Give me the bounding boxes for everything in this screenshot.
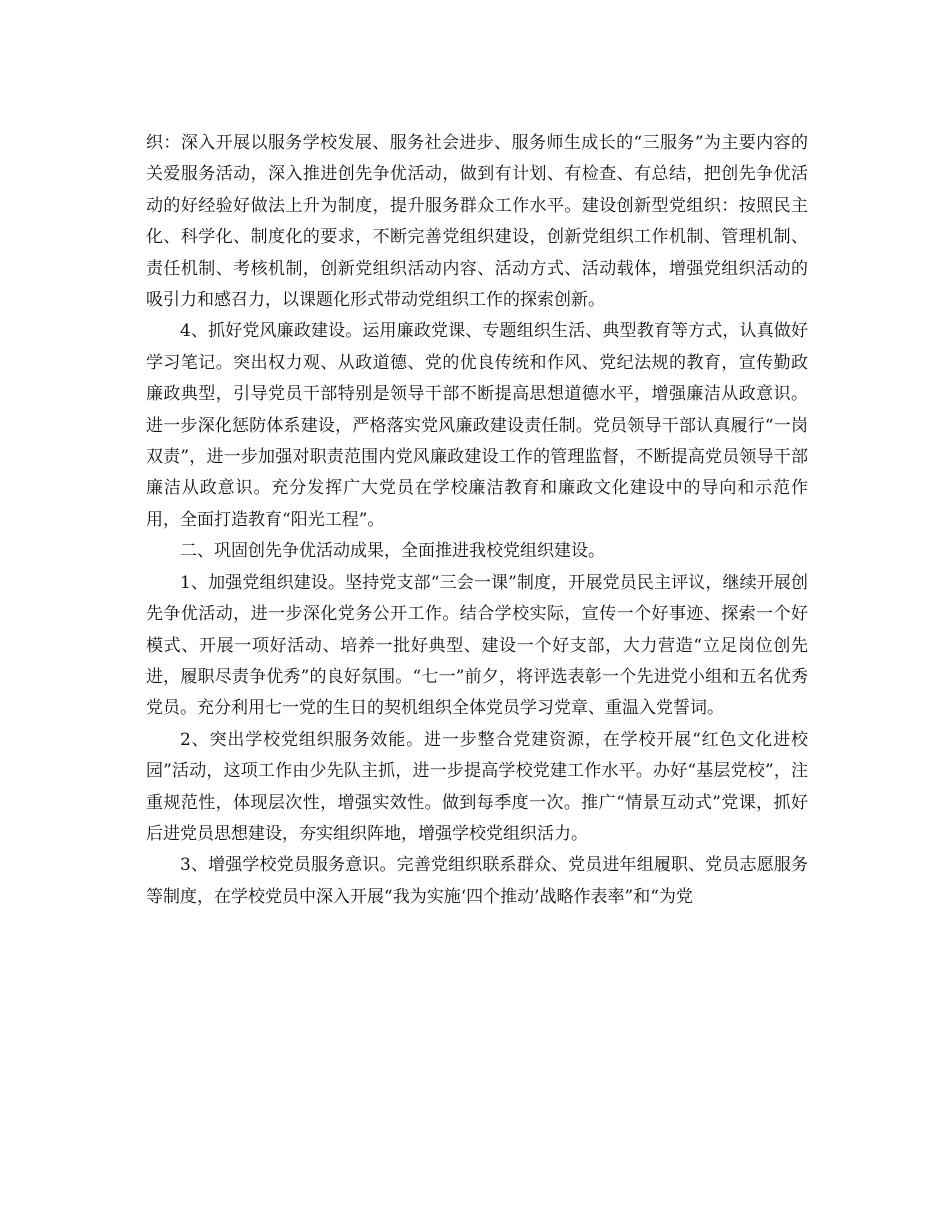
- paragraph-party-conduct: 4、抓好党风廉政建设。运用廉政党课、专题组织生活、典型教育等方式，认真做好学习笔记。突出权力观、从政道德、党的优良传统和作风、党纪法规的教育，宣传勤政廉政典型，引导党员干部特别是领导干部不断提高思想道德水平，增强廉洁从政意识。进一步深化惩防体系建设，严格落实党风廉政建设责任制。党员领导干部认真履行“一岗双责”，进一步加强对职责范围内党风廉政建设工作的管理监督，不断提高党员领导干部廉洁从政意识。充分发挥广大党员在学校廉洁教育和廉政文化建设中的导向和示范作用，全面打造教育“阳光工程”。: [146, 321, 808, 530]
- paragraph-continuation: 织：深入开展以服务学校发展、服务社会进步、服务师生成长的“三服务”为主要内容的关爱服务活动，深入推进创先争优活动，做到有计划、有检查、有总结，把创先争优活动的好经验好做法上升为制度，提升服务群众工作水平。建设创新型党组织：按照民主化、科学化、制度化的要求，不断完善党组织建设，创新党组织工作机制、管理机制、责任机制、考核机制，创新党组织活动内容、活动方式、活动载体，增强党组织活动的吸引力和感召力，以课题化形式带动党组织工作的探索创新。: [146, 133, 808, 311]
- paragraph-service-awareness: 3、增强学校党员服务意识。完善党组织联系群众、党员进年组履职、党员志愿服务等制度，在学校党员中深入开展“我为实施‘四个推动’战略作表率”和“为党: [146, 855, 808, 907]
- section-heading-two: 二、巩固创先争优活动成果，全面推进我校党组织建设。: [180, 541, 605, 562]
- document-body: [146, 128, 808, 913]
- paragraph-organization-building: 1、加强党组织建设。坚持党支部“三会一课”制度，开展党员民主评议，继续开展创先争优活动，进一步深化党务公开工作。结合学校实际，宣传一个好事迹、探索一个好模式、开展一项好活动、培养一批好典型、建设一个好支部，大力营造“立足岗位创先进，履职尽责争优秀”的良好氛围。“七一”前夕，将评选表彰一个先进党小组和五名优秀党员。充分利用七一党的生日的契机组织全体党员学习党章、重温入党誓词。: [146, 572, 808, 719]
- paragraph-service-efficiency: 2、突出学校党组织服务效能。进一步整合党建资源，在学校开展“红色文化进校园”活动，这项工作由少先队主抓，进一步提高学校党建工作水平。办好“基层党校”，注重规范性，体现层次性，增强实效性。做到每季度一次。推广“情景互动式”党课，抓好后进党员思想建设，夯实组织阵地，增强学校党组织活力。: [146, 729, 808, 844]
